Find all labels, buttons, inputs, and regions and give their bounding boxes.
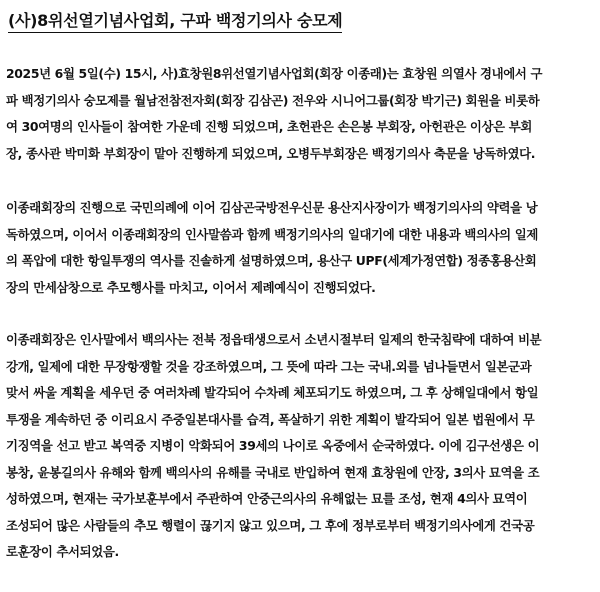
paragraph-line: 독하였으며, 이어서 이종래회장의 인사말씀과 함께 백정기의사의 일대기에 대한 내용과 백의사의 일제 bbox=[6, 226, 539, 242]
paragraph-line: 파 백정기의사 숭모제를 월남전참전자회(회장 김삼곤) 전우와 시니어그룹(회장 박기근) 회원을 비롯하 bbox=[6, 92, 540, 108]
paragraph-line: 의 폭압에 대한 항일투쟁의 역사를 진솔하게 설명하였으며, 용산구 UPF(세계가정연합) 정종홍용산회 bbox=[6, 253, 537, 268]
paragraph-2 bbox=[6, 195, 594, 301]
paragraph-line: 장, 종사관 박미화 부회장이 맡아 진행하게 되었으며, 오병두부회장은 백정기의사 축문을 낭독하였다. bbox=[6, 145, 536, 161]
paragraph-line: 봉창, 윤봉길의사 유해와 함께 백의사의 유해를 국내로 반입하여 현재 효창원에 안장, 3의사 묘역을 조 bbox=[6, 464, 540, 480]
paragraph-line: 장의 만세삼창으로 추모행사를 마치고, 이어서 제례예식이 진행되었다. bbox=[6, 279, 376, 295]
document-title: (사)8위선열기념사업회, 구파 백정기의사 숭모제 bbox=[8, 10, 342, 33]
paragraph-line: 기징역을 선고 받고 복역중 지병이 악화되어 39세의 나이로 옥중에서 순국하였다. 이에 김구선생은 이 bbox=[6, 438, 540, 453]
paragraph-spacer bbox=[6, 167, 594, 195]
paragraph-line: 맞서 싸울 계획을 세우던 중 여러차례 발각되어 수차례 체포되기도 하였으며, 그 후 상해일대에서 항일 bbox=[6, 385, 539, 400]
paragraph-line: 조성되어 많은 사람들의 추모 행렬이 끊기지 않고 있으며, 그 후에 정부로부터 백정기의사에게 건국공 bbox=[6, 517, 535, 533]
paragraph-line: 이종래회장은 인사말에서 백의사는 전북 정읍태생으로서 소년시절부터 일제의 한국침략에 대하여 비분 bbox=[6, 332, 542, 347]
paragraph-line: 이종래회장의 진행으로 국민의례에 이어 김삼곤국방전우신문 용산지사장이가 백정기의사의 약력을 낭 bbox=[6, 200, 538, 215]
paragraph-line: 성하였으며, 현재는 국가보훈부에서 주관하여 안중근의사의 유해없는 묘를 조성, 현재 4의사 묘역이 bbox=[6, 491, 528, 506]
paragraph-line: 로훈장이 추서되었음. bbox=[6, 544, 119, 559]
paragraph-line: 여 30여명의 인사들이 참여한 가운데 진행 되었으며, 초헌관은 손은봉 부회장, 아헌관은 이상은 부회 bbox=[6, 119, 532, 134]
paragraph-spacer bbox=[6, 301, 594, 327]
paragraph-1 bbox=[6, 61, 594, 167]
paragraph-line: 2025년 6월 5일(수) 15시, 사)효창원8위선열기념사업회(회장 이종래)는 효창원 의열사 경내에서 구 bbox=[6, 66, 543, 81]
paragraph-line: 투쟁을 계속하던 중 이리요시 주중일본대사를 습격, 폭살하기 위한 계획이 발각되어 일본 법원에서 무 bbox=[6, 411, 535, 427]
paragraph-line: 강개, 일제에 대한 무장항쟁할 것을 강조하였으며, 그 뜻에 따라 그는 국내.외를 넘나들면서 일본군과 bbox=[6, 358, 532, 374]
paragraph-3 bbox=[6, 327, 594, 566]
